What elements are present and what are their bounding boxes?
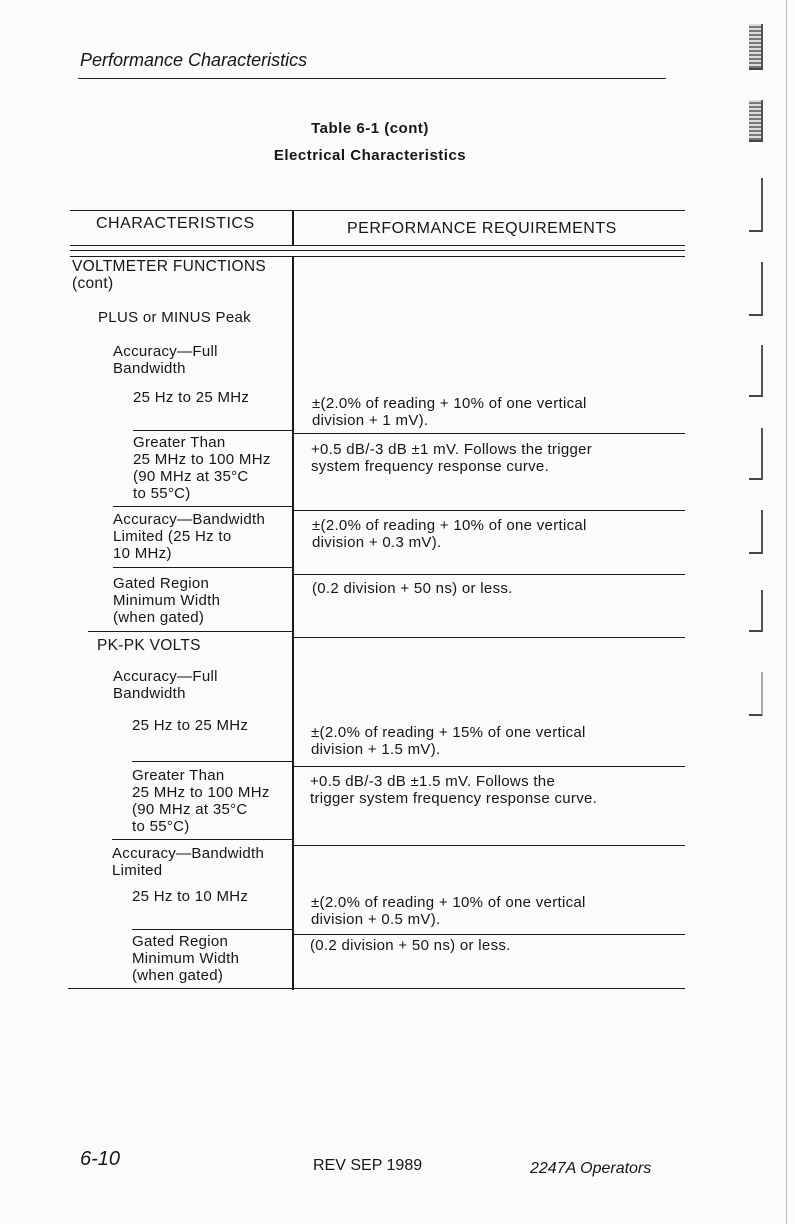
row-rule xyxy=(133,430,293,431)
row-rule xyxy=(294,845,685,846)
row-req-pk-gated-region: (0.2 division + 50 ns) or less. xyxy=(310,937,511,954)
row-rule xyxy=(113,567,293,568)
header-divider-triple xyxy=(70,256,685,257)
row-char-greater-than-25mhz: Greater Than 25 MHz to 100 MHz (90 MHz at 35°C to 55°C) xyxy=(133,434,271,502)
accuracy-bw-limited-label: Accuracy—Bandwidth Limited xyxy=(112,845,265,879)
margin-tab-mark xyxy=(749,590,763,632)
column-header-characteristics: CHARACTERISTICS xyxy=(96,215,255,232)
row-req-accuracy-bw-limited: ±(2.0% of reading + 10% of one vertical division + 0.3 mV). xyxy=(312,517,587,551)
row-req-greater-than-25mhz: +0.5 dB/-3 dB ±1 mV. Follows the trigger system frequency response curve. xyxy=(311,441,593,475)
row-req-gated-region: (0.2 division + 50 ns) or less. xyxy=(312,580,513,597)
row-req-pk-25hz-25mhz: ±(2.0% of reading + 15% of one vertical division + 1.5 mV). xyxy=(311,724,586,758)
row-char-pk-gated-region: Gated Region Minimum Width (when gated) xyxy=(132,933,240,984)
margin-tab-mark xyxy=(749,428,763,480)
page-number: 6-10 xyxy=(80,1148,121,1170)
row-rule xyxy=(113,506,293,507)
manual-title: 2247A Operators xyxy=(530,1160,652,1177)
margin-tab-mark xyxy=(749,24,763,70)
row-req-pk-greater-than-25mhz: +0.5 dB/-3 dB ±1.5 mV. Follows the trigger system frequency response curve. xyxy=(310,773,598,807)
row-char-pk-25hz-25mhz: 25 Hz to 25 MHz xyxy=(132,717,249,734)
subsection-pk-pk-volts: PK-PK VOLTS xyxy=(97,637,201,654)
accuracy-full-bandwidth-label: Accuracy—Full Bandwidth xyxy=(113,668,218,702)
table-caption: Electrical Characteristics xyxy=(273,147,467,164)
margin-tab-mark xyxy=(749,510,763,554)
header-column-divider xyxy=(292,210,294,246)
margin-tab-mark xyxy=(749,178,763,232)
row-rule xyxy=(294,574,685,575)
row-rule xyxy=(294,766,685,767)
row-char-pk-25hz-10mhz: 25 Hz to 10 MHz xyxy=(132,888,249,905)
column-header-performance: PERFORMANCE REQUIREMENTS xyxy=(347,220,617,237)
subsection-plus-minus-peak: PLUS or MINUS Peak xyxy=(98,309,251,326)
table-number: Table 6-1 (cont) xyxy=(311,120,429,137)
margin-tab-mark xyxy=(749,262,763,316)
row-rule xyxy=(88,631,293,632)
margin-tab-mark xyxy=(749,345,763,397)
section-voltmeter-functions: VOLTMETER FUNCTIONS (cont) xyxy=(72,258,267,292)
row-rule xyxy=(112,839,293,840)
header-divider xyxy=(70,245,685,246)
revision-date: REV SEP 1989 xyxy=(313,1157,423,1174)
row-req-25hz-25mhz: ±(2.0% of reading + 10% of one vertical division + 1 mV). xyxy=(312,395,587,429)
table-bottom-rule xyxy=(68,988,685,989)
page-edge-line xyxy=(786,0,787,1224)
row-char-pk-greater-than-25mhz: Greater Than 25 MHz to 100 MHz (90 MHz at 35°C to 55°C) xyxy=(132,767,270,835)
margin-tab-mark xyxy=(749,100,763,142)
row-rule xyxy=(132,929,293,930)
accuracy-full-bandwidth-label: Accuracy—Full Bandwidth xyxy=(113,343,218,377)
running-header: Performance Characteristics xyxy=(80,50,308,70)
row-rule xyxy=(294,510,685,511)
row-char-gated-region: Gated Region Minimum Width (when gated) xyxy=(113,575,221,626)
margin-tab-mark xyxy=(749,672,763,716)
row-rule xyxy=(132,761,293,762)
row-char-25hz-25mhz: 25 Hz to 25 MHz xyxy=(133,389,250,406)
table-top-rule xyxy=(70,210,685,211)
row-rule xyxy=(294,934,685,935)
row-rule xyxy=(294,637,685,638)
body-column-divider xyxy=(292,256,294,990)
row-char-accuracy-bw-limited: Accuracy—Bandwidth Limited (25 Hz to 10 MHz) xyxy=(113,511,266,562)
row-req-pk-25hz-10mhz: ±(2.0% of reading + 10% of one vertical division + 0.5 mV). xyxy=(311,894,586,928)
row-rule xyxy=(294,433,685,434)
header-divider-double xyxy=(70,250,685,251)
header-rule xyxy=(78,78,666,79)
